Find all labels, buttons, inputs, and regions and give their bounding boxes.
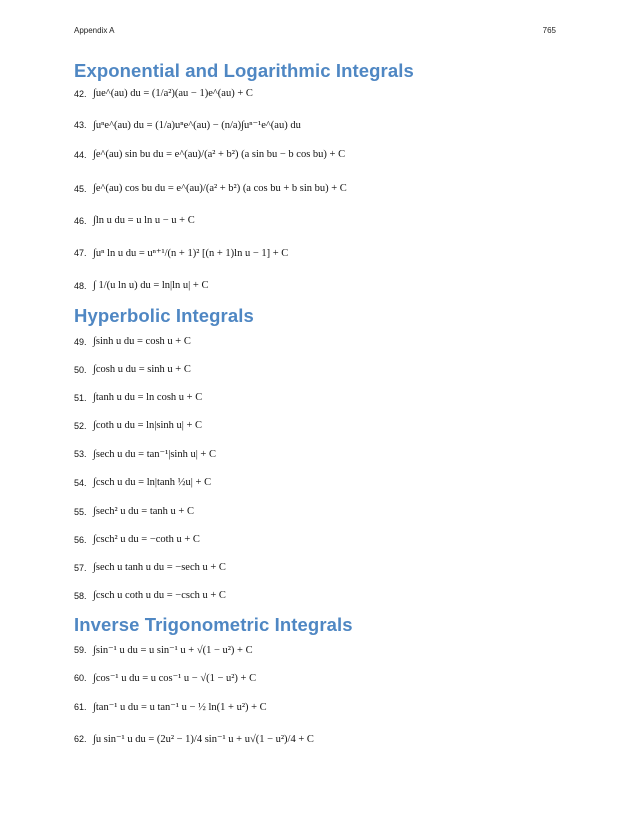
- formula-47: [74, 247, 288, 259]
- formula-expression: ∫sin⁻¹ u du = u sin⁻¹ u + √(1 − u²) + C: [93, 645, 253, 656]
- formula-number: 61.: [74, 702, 87, 712]
- formula-expression: ∫csch u du = ln|tanh ½u| + C: [93, 477, 212, 488]
- formula-expression: ∫cos⁻¹ u du = u cos⁻¹ u − √(1 − u²) + C: [93, 673, 257, 684]
- formula-expression: ∫sinh u du = cosh u + C: [93, 336, 191, 347]
- formula-50: [74, 364, 191, 375]
- formula-48: [74, 280, 208, 291]
- formula-expression: ∫ue^(au) du = (1/a²)(au − 1)e^(au) + C: [93, 88, 253, 99]
- formula-58: [74, 590, 226, 601]
- formula-number: 52.: [74, 420, 87, 431]
- formula-number: 43.: [74, 120, 87, 130]
- formula-46: [74, 215, 195, 226]
- formula-54: [74, 477, 211, 488]
- formula-expression: ∫ 1/(u ln u) du = ln|ln u| + C: [93, 280, 209, 291]
- formula-number: 62.: [74, 734, 87, 744]
- formula-expression: ∫tan⁻¹ u du = u tan⁻¹ u − ½ ln(1 + u²) + C: [93, 702, 267, 713]
- formula-42: [74, 88, 253, 99]
- formula-number: 56.: [74, 534, 87, 545]
- formula-number: 45.: [74, 183, 87, 194]
- formula-number: 42.: [74, 88, 87, 99]
- formula-number: 54.: [74, 477, 87, 488]
- formula-61: [74, 701, 267, 713]
- formula-expression: ∫tanh u du = ln cosh u + C: [93, 392, 203, 403]
- formula-expression: ∫uⁿ ln u du = uⁿ⁺¹/(n + 1)² [(n + 1)ln u − 1] + C: [93, 248, 289, 259]
- formula-55: [74, 506, 194, 517]
- formula-number: 58.: [74, 590, 87, 601]
- section-title-exponential-log: Exponential and Logarithmic Integrals: [74, 60, 414, 81]
- formula-53: [74, 448, 216, 460]
- formula-59: [74, 644, 253, 656]
- formula-62: [74, 733, 314, 745]
- formula-number: 51.: [74, 392, 87, 403]
- formula-expression: ∫uⁿe^(au) du = (1/a)uⁿe^(au) − (n/a)∫uⁿ⁻¹e^(au) du: [93, 120, 301, 131]
- formula-51: [74, 392, 202, 403]
- formula-49: [74, 336, 191, 347]
- formula-expression: ∫ln u du = u ln u − u + C: [93, 215, 195, 226]
- formula-57: [74, 562, 226, 573]
- formula-number: 47.: [74, 248, 87, 258]
- formula-44: [74, 149, 345, 160]
- formula-number: 59.: [74, 645, 87, 655]
- formula-number: 57.: [74, 562, 87, 573]
- formula-expression: ∫cosh u du = sinh u + C: [93, 364, 191, 375]
- formula-expression: ∫sech u du = tan⁻¹|sinh u| + C: [93, 449, 216, 460]
- section-title-inverse-trig: Inverse Trigonometric Integrals: [74, 614, 353, 635]
- formula-expression: ∫e^(au) cos bu du = e^(au)/(a² + b²) (a cos bu + b sin bu) + C: [93, 183, 347, 194]
- formula-number: 49.: [74, 336, 87, 347]
- formula-43: [74, 119, 301, 131]
- formula-expression: ∫sech² u du = tanh u + C: [93, 506, 194, 517]
- formula-expression: ∫csch² u du = −coth u + C: [93, 534, 200, 545]
- formula-number: 53.: [74, 449, 87, 459]
- formula-expression: ∫u sin⁻¹ u du = (2u² − 1)/4 sin⁻¹ u + u√(1 − u²)/4 + C: [93, 734, 314, 745]
- formula-number: 46.: [74, 215, 87, 226]
- formula-56: [74, 534, 200, 545]
- section-title-hyperbolic: Hyperbolic Integrals: [74, 305, 254, 326]
- formula-number: 44.: [74, 149, 87, 160]
- formula-expression: ∫e^(au) sin bu du = e^(au)/(a² + b²) (a sin bu − b cos bu) + C: [93, 149, 346, 160]
- formula-number: 60.: [74, 673, 87, 683]
- formula-60: [74, 672, 256, 684]
- page-number: 765: [542, 26, 556, 35]
- formula-expression: ∫sech u tanh u du = −sech u + C: [93, 562, 226, 573]
- formula-number: 50.: [74, 364, 87, 375]
- formula-number: 48.: [74, 280, 87, 291]
- formula-expression: ∫csch u coth u du = −csch u + C: [93, 590, 226, 601]
- formula-number: 55.: [74, 506, 87, 517]
- formula-45: [74, 183, 347, 194]
- formula-expression: ∫coth u du = ln|sinh u| + C: [93, 420, 203, 431]
- formula-52: [74, 420, 202, 431]
- running-header-left: Appendix A: [74, 26, 115, 35]
